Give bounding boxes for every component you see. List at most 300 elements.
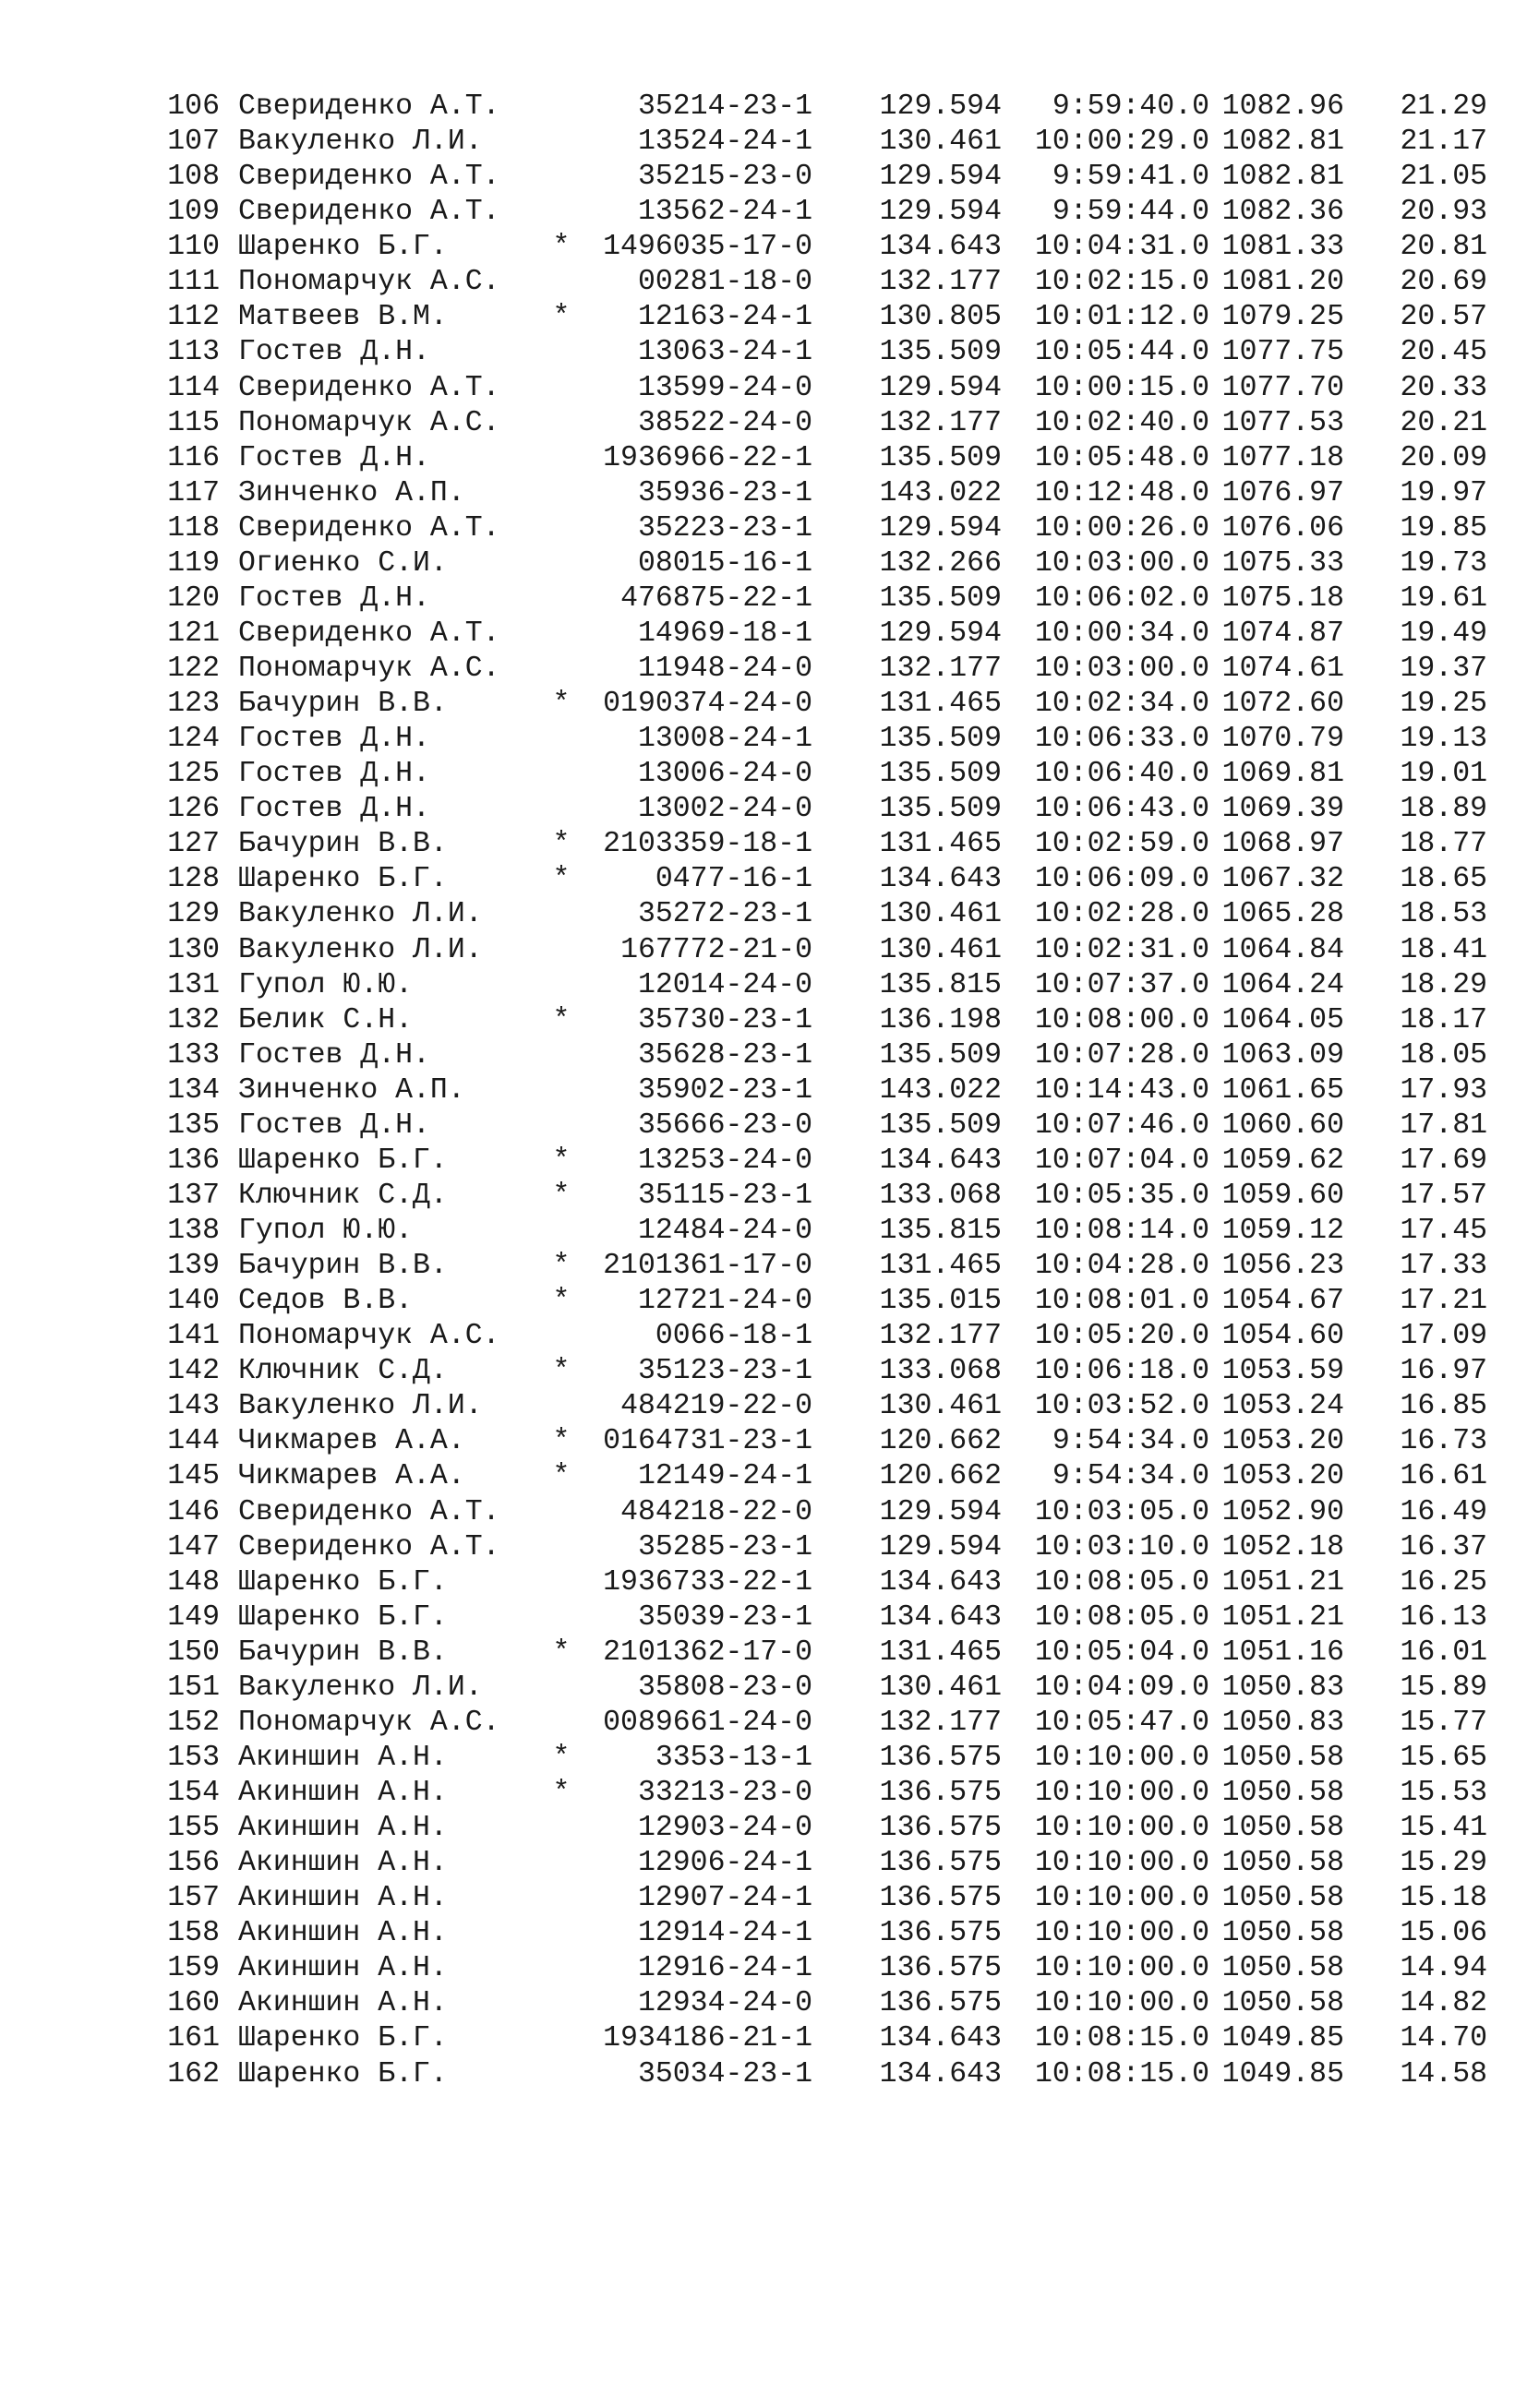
- table-row: [0, 406, 1527, 441]
- table-row: [0, 230, 1527, 265]
- table-row: [0, 1389, 1527, 1424]
- asterisk-mark-cell: *: [552, 863, 571, 896]
- arrival-time-cell: 10:06:18.0: [1034, 1355, 1209, 1388]
- ring-number-cell: 0089661-24-0: [603, 1706, 812, 1739]
- arrival-time-cell: 10:06:40.0: [1034, 758, 1209, 791]
- table-row: [0, 652, 1527, 687]
- points-cell: 21.05: [1400, 161, 1487, 194]
- ring-number-cell: 2101362-17-0: [603, 1635, 812, 1669]
- place-cell: 138: [167, 1215, 220, 1247]
- place-cell: 133: [167, 1038, 220, 1072]
- fancier-name-cell: Огиенко С.И.: [238, 546, 448, 580]
- speed-cell: 1074.61: [1221, 653, 1344, 685]
- speed-cell: 1049.85: [1221, 2057, 1344, 2091]
- ring-number-cell: 3353-13-1: [655, 1741, 812, 1774]
- distance-cell: 129.594: [879, 161, 1002, 194]
- points-cell: 18.53: [1400, 898, 1487, 931]
- speed-cell: 1069.81: [1221, 758, 1344, 791]
- ring-number-cell: 13008-24-1: [637, 723, 812, 756]
- arrival-time-cell: 10:05:47.0: [1034, 1706, 1209, 1739]
- points-cell: 18.17: [1400, 1003, 1487, 1036]
- place-cell: 140: [167, 1285, 220, 1318]
- table-row: [0, 1424, 1527, 1459]
- points-cell: 19.13: [1400, 723, 1487, 756]
- points-cell: 16.73: [1400, 1425, 1487, 1458]
- distance-cell: 131.465: [879, 828, 1002, 861]
- points-cell: 17.33: [1400, 1250, 1487, 1283]
- table-row: [0, 90, 1527, 125]
- fancier-name-cell: Вакуленко Л.И.: [238, 126, 483, 159]
- place-cell: 135: [167, 1108, 220, 1142]
- ring-number-cell: 476875-22-1: [620, 581, 812, 615]
- place-cell: 154: [167, 1777, 220, 1809]
- place-cell: 112: [167, 301, 220, 334]
- table-row: [0, 335, 1527, 370]
- fancier-name-cell: Шаренко Б.Г.: [238, 1600, 448, 1634]
- arrival-time-cell: 10:10:00.0: [1034, 1777, 1209, 1809]
- distance-cell: 135.509: [879, 758, 1002, 791]
- fancier-name-cell: Свериденко А.Т.: [238, 1495, 500, 1528]
- ring-number-cell: 35115-23-1: [637, 1179, 812, 1212]
- place-cell: 122: [167, 653, 220, 685]
- distance-cell: 130.461: [879, 1390, 1002, 1423]
- fancier-name-cell: Гостев Д.Н.: [238, 723, 430, 756]
- place-cell: 110: [167, 231, 220, 264]
- asterisk-mark-cell: *: [552, 1425, 571, 1458]
- fancier-name-cell: Свериденко А.Т.: [238, 371, 500, 404]
- speed-cell: 1082.81: [1221, 161, 1344, 194]
- ring-number-cell: 35039-23-1: [637, 1600, 812, 1634]
- arrival-time-cell: 10:12:48.0: [1034, 476, 1209, 509]
- ring-number-cell: 35285-23-1: [637, 1530, 812, 1563]
- distance-cell: 131.465: [879, 688, 1002, 721]
- arrival-time-cell: 10:10:00.0: [1034, 1882, 1209, 1915]
- place-cell: 150: [167, 1635, 220, 1669]
- fancier-name-cell: Гостев Д.Н.: [238, 793, 430, 826]
- speed-cell: 1050.58: [1221, 1812, 1344, 1845]
- speed-cell: 1082.96: [1221, 90, 1344, 123]
- ring-number-cell: 13006-24-0: [637, 758, 812, 791]
- fancier-name-cell: Акиншин А.Н.: [238, 1952, 448, 1985]
- distance-cell: 143.022: [879, 476, 1002, 509]
- points-cell: 16.37: [1400, 1530, 1487, 1563]
- speed-cell: 1054.60: [1221, 1320, 1344, 1353]
- points-cell: 15.53: [1400, 1777, 1487, 1809]
- place-cell: 106: [167, 90, 220, 123]
- distance-cell: 132.177: [879, 406, 1002, 439]
- distance-cell: 135.815: [879, 968, 1002, 1001]
- points-cell: 20.45: [1400, 336, 1487, 369]
- distance-cell: 131.465: [879, 1635, 1002, 1669]
- asterisk-mark-cell: *: [552, 688, 571, 721]
- ring-number-cell: 12906-24-1: [637, 1847, 812, 1880]
- place-cell: 153: [167, 1741, 220, 1774]
- fancier-name-cell: Шаренко Б.Г.: [238, 1565, 448, 1599]
- place-cell: 132: [167, 1003, 220, 1036]
- asterisk-mark-cell: *: [552, 1003, 571, 1036]
- points-cell: 17.57: [1400, 1179, 1487, 1212]
- speed-cell: 1050.58: [1221, 1917, 1344, 1950]
- distance-cell: 131.465: [879, 1250, 1002, 1283]
- fancier-name-cell: Свериденко А.Т.: [238, 617, 500, 650]
- arrival-time-cell: 10:04:31.0: [1034, 231, 1209, 264]
- points-cell: 15.65: [1400, 1741, 1487, 1774]
- ring-number-cell: 33213-23-0: [637, 1777, 812, 1809]
- fancier-name-cell: Свериденко А.Т.: [238, 1530, 500, 1563]
- table-row: [0, 1776, 1527, 1811]
- distance-cell: 129.594: [879, 511, 1002, 545]
- arrival-time-cell: 10:10:00.0: [1034, 1741, 1209, 1774]
- arrival-time-cell: 10:03:00.0: [1034, 546, 1209, 580]
- table-row: [0, 300, 1527, 335]
- speed-cell: 1054.67: [1221, 1285, 1344, 1318]
- arrival-time-cell: 10:02:31.0: [1034, 933, 1209, 966]
- place-cell: 131: [167, 968, 220, 1001]
- table-row: [0, 546, 1527, 581]
- fancier-name-cell: Шаренко Б.Г.: [238, 2022, 448, 2055]
- distance-cell: 136.575: [879, 1812, 1002, 1845]
- points-cell: 19.85: [1400, 511, 1487, 545]
- speed-cell: 1076.97: [1221, 476, 1344, 509]
- ring-number-cell: 1936966-22-1: [603, 441, 812, 474]
- points-cell: 18.41: [1400, 933, 1487, 966]
- place-cell: 139: [167, 1250, 220, 1283]
- place-cell: 123: [167, 688, 220, 721]
- fancier-name-cell: Пономарчук А.С.: [238, 406, 500, 439]
- fancier-name-cell: Акиншин А.Н.: [238, 1987, 448, 2020]
- table-row: [0, 265, 1527, 300]
- table-row: [0, 1881, 1527, 1916]
- points-cell: 18.65: [1400, 863, 1487, 896]
- ring-number-cell: 00281-18-0: [637, 266, 812, 299]
- place-cell: 130: [167, 933, 220, 966]
- arrival-time-cell: 10:07:37.0: [1034, 968, 1209, 1001]
- speed-cell: 1077.18: [1221, 441, 1344, 474]
- points-cell: 17.93: [1400, 1073, 1487, 1107]
- place-cell: 144: [167, 1425, 220, 1458]
- place-cell: 143: [167, 1390, 220, 1423]
- arrival-time-cell: 10:02:59.0: [1034, 828, 1209, 861]
- place-cell: 147: [167, 1530, 220, 1563]
- speed-cell: 1077.70: [1221, 371, 1344, 404]
- arrival-time-cell: 10:14:43.0: [1034, 1073, 1209, 1107]
- table-row: [0, 1671, 1527, 1706]
- ring-number-cell: 35223-23-1: [637, 511, 812, 545]
- speed-cell: 1077.75: [1221, 336, 1344, 369]
- place-cell: 155: [167, 1812, 220, 1845]
- speed-cell: 1059.12: [1221, 1215, 1344, 1247]
- asterisk-mark-cell: *: [552, 1460, 571, 1493]
- place-cell: 148: [167, 1565, 220, 1599]
- fancier-name-cell: Акиншин А.Н.: [238, 1777, 448, 1809]
- speed-cell: 1051.16: [1221, 1635, 1344, 1669]
- table-row: [0, 1284, 1527, 1319]
- speed-cell: 1050.58: [1221, 1987, 1344, 2020]
- asterisk-mark-cell: *: [552, 1777, 571, 1809]
- table-row: [0, 1811, 1527, 1846]
- arrival-time-cell: 10:05:04.0: [1034, 1635, 1209, 1669]
- points-cell: 19.37: [1400, 653, 1487, 685]
- speed-cell: 1067.32: [1221, 863, 1344, 896]
- ring-number-cell: 35902-23-1: [637, 1073, 812, 1107]
- place-cell: 145: [167, 1460, 220, 1493]
- arrival-time-cell: 10:03:00.0: [1034, 653, 1209, 685]
- points-cell: 17.69: [1400, 1144, 1487, 1177]
- ring-number-cell: 0164731-23-1: [603, 1425, 812, 1458]
- speed-cell: 1082.81: [1221, 126, 1344, 159]
- fancier-name-cell: Акиншин А.Н.: [238, 1847, 448, 1880]
- distance-cell: 136.575: [879, 1917, 1002, 1950]
- ring-number-cell: 35730-23-1: [637, 1003, 812, 1036]
- arrival-time-cell: 10:01:12.0: [1034, 301, 1209, 334]
- fancier-name-cell: Шаренко Б.Г.: [238, 231, 448, 264]
- table-row: [0, 511, 1527, 546]
- distance-cell: 134.643: [879, 2057, 1002, 2091]
- arrival-time-cell: 10:06:09.0: [1034, 863, 1209, 896]
- fancier-name-cell: Гостев Д.Н.: [238, 336, 430, 369]
- points-cell: 20.21: [1400, 406, 1487, 439]
- arrival-time-cell: 10:06:33.0: [1034, 723, 1209, 756]
- arrival-time-cell: 10:08:05.0: [1034, 1600, 1209, 1634]
- speed-cell: 1074.87: [1221, 617, 1344, 650]
- ring-number-cell: 12907-24-1: [637, 1882, 812, 1915]
- points-cell: 16.97: [1400, 1355, 1487, 1388]
- distance-cell: 130.461: [879, 933, 1002, 966]
- place-cell: 141: [167, 1320, 220, 1353]
- speed-cell: 1053.20: [1221, 1425, 1344, 1458]
- place-cell: 116: [167, 441, 220, 474]
- place-cell: 159: [167, 1952, 220, 1985]
- points-cell: 15.18: [1400, 1882, 1487, 1915]
- distance-cell: 129.594: [879, 1495, 1002, 1528]
- fancier-name-cell: Бачурин В.В.: [238, 688, 448, 721]
- fancier-name-cell: Свериденко А.Т.: [238, 161, 500, 194]
- arrival-time-cell: 9:59:44.0: [1052, 196, 1209, 229]
- points-cell: 14.70: [1400, 2022, 1487, 2055]
- table-row: [0, 1214, 1527, 1249]
- table-row: [0, 581, 1527, 617]
- place-cell: 125: [167, 758, 220, 791]
- fancier-name-cell: Гостев Д.Н.: [238, 758, 430, 791]
- distance-cell: 143.022: [879, 1073, 1002, 1107]
- points-cell: 17.45: [1400, 1215, 1487, 1247]
- place-cell: 137: [167, 1179, 220, 1212]
- place-cell: 126: [167, 793, 220, 826]
- ring-number-cell: 1496035-17-0: [603, 231, 812, 264]
- ring-number-cell: 14969-18-1: [637, 617, 812, 650]
- place-cell: 124: [167, 723, 220, 756]
- ring-number-cell: 12014-24-0: [637, 968, 812, 1001]
- distance-cell: 120.662: [879, 1425, 1002, 1458]
- place-cell: 109: [167, 196, 220, 229]
- arrival-time-cell: 10:08:01.0: [1034, 1285, 1209, 1318]
- place-cell: 149: [167, 1600, 220, 1634]
- ring-number-cell: 0190374-24-0: [603, 688, 812, 721]
- arrival-time-cell: 9:59:41.0: [1052, 161, 1209, 194]
- fancier-name-cell: Седов В.В.: [238, 1285, 414, 1318]
- distance-cell: 134.643: [879, 1144, 1002, 1177]
- speed-cell: 1053.59: [1221, 1355, 1344, 1388]
- points-cell: 15.89: [1400, 1671, 1487, 1704]
- place-cell: 118: [167, 511, 220, 545]
- arrival-time-cell: 10:05:35.0: [1034, 1179, 1209, 1212]
- ring-number-cell: 35666-23-0: [637, 1108, 812, 1142]
- distance-cell: 130.461: [879, 1671, 1002, 1704]
- distance-cell: 133.068: [879, 1355, 1002, 1388]
- speed-cell: 1059.62: [1221, 1144, 1344, 1177]
- table-row: [0, 371, 1527, 406]
- distance-cell: 132.177: [879, 1706, 1002, 1739]
- place-cell: 134: [167, 1073, 220, 1107]
- ring-number-cell: 12903-24-0: [637, 1812, 812, 1845]
- place-cell: 127: [167, 828, 220, 861]
- points-cell: 19.61: [1400, 581, 1487, 615]
- points-cell: 16.61: [1400, 1460, 1487, 1493]
- asterisk-mark-cell: *: [552, 1355, 571, 1388]
- place-cell: 142: [167, 1355, 220, 1388]
- distance-cell: 134.643: [879, 1565, 1002, 1599]
- fancier-name-cell: Бачурин В.В.: [238, 1250, 448, 1283]
- points-cell: 14.94: [1400, 1952, 1487, 1985]
- points-cell: 16.85: [1400, 1390, 1487, 1423]
- distance-cell: 134.643: [879, 863, 1002, 896]
- speed-cell: 1053.20: [1221, 1460, 1344, 1493]
- ring-number-cell: 08015-16-1: [637, 546, 812, 580]
- fancier-name-cell: Гостев Д.Н.: [238, 581, 430, 615]
- table-row: [0, 1530, 1527, 1565]
- table-row: [0, 441, 1527, 476]
- ring-number-cell: 12484-24-0: [637, 1215, 812, 1247]
- speed-cell: 1075.18: [1221, 581, 1344, 615]
- speed-cell: 1053.24: [1221, 1390, 1344, 1423]
- points-cell: 14.82: [1400, 1987, 1487, 2020]
- speed-cell: 1051.21: [1221, 1600, 1344, 1634]
- table-row: [0, 195, 1527, 230]
- points-cell: 16.25: [1400, 1565, 1487, 1599]
- speed-cell: 1050.58: [1221, 1847, 1344, 1880]
- table-row: [0, 2057, 1527, 2092]
- fancier-name-cell: Шаренко Б.Г.: [238, 863, 448, 896]
- asterisk-mark-cell: *: [552, 1179, 571, 1212]
- table-row: [0, 125, 1527, 160]
- fancier-name-cell: Гостев Д.Н.: [238, 441, 430, 474]
- arrival-time-cell: 10:08:15.0: [1034, 2057, 1209, 2091]
- arrival-time-cell: 9:54:34.0: [1052, 1425, 1209, 1458]
- arrival-time-cell: 10:03:52.0: [1034, 1390, 1209, 1423]
- ring-number-cell: 12149-24-1: [637, 1460, 812, 1493]
- speed-cell: 1077.53: [1221, 406, 1344, 439]
- distance-cell: 129.594: [879, 617, 1002, 650]
- place-cell: 152: [167, 1706, 220, 1739]
- asterisk-mark-cell: *: [552, 1741, 571, 1774]
- place-cell: 117: [167, 476, 220, 509]
- ring-number-cell: 35936-23-1: [637, 476, 812, 509]
- ring-number-cell: 0477-16-1: [655, 863, 812, 896]
- arrival-time-cell: 10:05:48.0: [1034, 441, 1209, 474]
- arrival-time-cell: 10:10:00.0: [1034, 1952, 1209, 1985]
- table-row: [0, 1073, 1527, 1108]
- speed-cell: 1068.97: [1221, 828, 1344, 861]
- arrival-time-cell: 10:07:04.0: [1034, 1144, 1209, 1177]
- distance-cell: 133.068: [879, 1179, 1002, 1212]
- place-cell: 111: [167, 266, 220, 299]
- ring-number-cell: 12916-24-1: [637, 1952, 812, 1985]
- table-row: [0, 968, 1527, 1003]
- ring-number-cell: 1934186-21-1: [603, 2022, 812, 2055]
- asterisk-mark-cell: *: [552, 231, 571, 264]
- distance-cell: 130.461: [879, 898, 1002, 931]
- arrival-time-cell: 10:10:00.0: [1034, 1847, 1209, 1880]
- table-row: [0, 1003, 1527, 1038]
- place-cell: 128: [167, 863, 220, 896]
- arrival-time-cell: 10:10:00.0: [1034, 1917, 1209, 1950]
- speed-cell: 1052.18: [1221, 1530, 1344, 1563]
- table-row: [0, 1249, 1527, 1284]
- fancier-name-cell: Пономарчук А.С.: [238, 1320, 500, 1353]
- table-row: [0, 1741, 1527, 1776]
- speed-cell: 1050.58: [1221, 1882, 1344, 1915]
- arrival-time-cell: 10:02:34.0: [1034, 688, 1209, 721]
- table-row: [0, 476, 1527, 511]
- place-cell: 162: [167, 2057, 220, 2091]
- points-cell: 20.33: [1400, 371, 1487, 404]
- points-cell: 18.05: [1400, 1038, 1487, 1072]
- points-cell: 19.97: [1400, 476, 1487, 509]
- arrival-time-cell: 10:00:15.0: [1034, 371, 1209, 404]
- place-cell: 151: [167, 1671, 220, 1704]
- distance-cell: 130.805: [879, 301, 1002, 334]
- place-cell: 115: [167, 406, 220, 439]
- ring-number-cell: 35215-23-0: [637, 161, 812, 194]
- points-cell: 16.49: [1400, 1495, 1487, 1528]
- arrival-time-cell: 9:59:40.0: [1052, 90, 1209, 123]
- speed-cell: 1050.58: [1221, 1952, 1344, 1985]
- fancier-name-cell: Чикмарев А.А.: [238, 1425, 465, 1458]
- fancier-name-cell: Вакуленко Л.И.: [238, 1390, 483, 1423]
- fancier-name-cell: Белик С.Н.: [238, 1003, 414, 1036]
- arrival-time-cell: 10:04:09.0: [1034, 1671, 1209, 1704]
- distance-cell: 129.594: [879, 371, 1002, 404]
- points-cell: 15.41: [1400, 1812, 1487, 1845]
- speed-cell: 1081.20: [1221, 266, 1344, 299]
- points-cell: 20.69: [1400, 266, 1487, 299]
- ring-number-cell: 0066-18-1: [655, 1320, 812, 1353]
- table-row: [0, 1144, 1527, 1179]
- arrival-time-cell: 10:03:10.0: [1034, 1530, 1209, 1563]
- table-row: [0, 1846, 1527, 1881]
- distance-cell: 135.509: [879, 793, 1002, 826]
- table-row: [0, 1319, 1527, 1354]
- fancier-name-cell: Гупол Ю.Ю.: [238, 1215, 414, 1247]
- arrival-time-cell: 10:08:14.0: [1034, 1215, 1209, 1247]
- results-table: [0, 90, 1527, 2092]
- table-row: [0, 617, 1527, 652]
- distance-cell: 135.509: [879, 336, 1002, 369]
- speed-cell: 1075.33: [1221, 546, 1344, 580]
- points-cell: 21.17: [1400, 126, 1487, 159]
- distance-cell: 136.575: [879, 1952, 1002, 1985]
- distance-cell: 136.575: [879, 1777, 1002, 1809]
- distance-cell: 129.594: [879, 196, 1002, 229]
- distance-cell: 136.575: [879, 1847, 1002, 1880]
- points-cell: 15.06: [1400, 1917, 1487, 1950]
- asterisk-mark-cell: *: [552, 1285, 571, 1318]
- points-cell: 20.81: [1400, 231, 1487, 264]
- place-cell: 114: [167, 371, 220, 404]
- distance-cell: 135.015: [879, 1285, 1002, 1318]
- fancier-name-cell: Гостев Д.Н.: [238, 1108, 430, 1142]
- speed-cell: 1051.21: [1221, 1565, 1344, 1599]
